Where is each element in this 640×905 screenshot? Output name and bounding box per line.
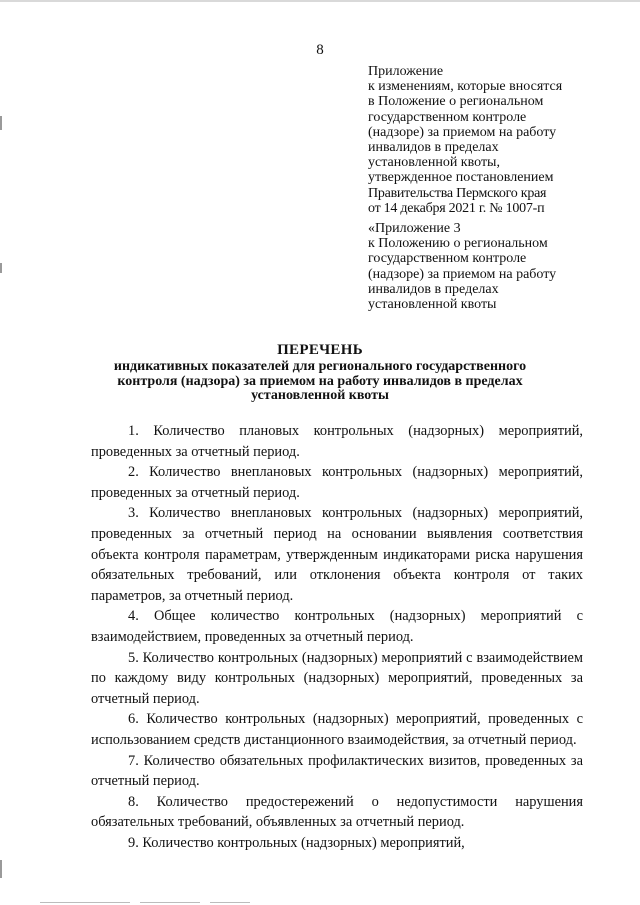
scan-edge-mark [0, 116, 2, 130]
appendix-three-line: к Положению о региональном [368, 236, 548, 252]
appendix-header-line: государственном контроле [368, 109, 527, 125]
appendix-header-line: установленной квоты, [368, 155, 500, 171]
document-title: ПЕРЕЧЕНЬ [277, 342, 363, 358]
page-number: 8 [316, 42, 324, 58]
appendix-header-line: в Положение о региональном [368, 94, 544, 110]
appendix-three-line: (надзоре) за приемом на работу [368, 266, 557, 282]
indicator-item: 1. Количество плановых контрольных (надзорных) мероприятий, проведенных за отчетный период. [91, 423, 583, 460]
scan-bottom-edge [210, 902, 250, 903]
indicator-item: 8. Количество предостережений о недопустимости нарушения обязательных требований, объявленных за отчетный период. [91, 793, 583, 831]
indicator-item: 5. Количество контрольных (надзорных) мероприятий с взаимодействием по каждому виду контрольных (надзорных) мероприятий, проведенных за отчетный период. [91, 649, 583, 707]
appendix-header-line: к изменениям, которые вносятся [368, 79, 563, 95]
scan-top-edge [0, 0, 640, 2]
appendix-header-line: инвалидов в пределах [368, 140, 499, 156]
appendix-three-line: «Приложение 3 [368, 221, 461, 236]
indicator-item: 3. Количество внеплановых контрольных (надзорных) мероприятий, проведенных за отчетный период на основании выявления соответствия объекта контроля параметрам, утвержденным индикаторами риска нарушения обязательных требований, или отклонения объекта контроля от таких параметров, за отчетный период. [91, 505, 583, 604]
appendix-header-line: Правительства Пермского края [368, 185, 547, 201]
scan-edge-mark [0, 263, 2, 273]
scan-bottom-edge [140, 902, 200, 903]
appendix-header [368, 64, 608, 216]
appendix-header-line: утвержденное постановлением [368, 170, 554, 186]
appendix-header-line: от 14 декабря 2021 г. № 1007-п [368, 200, 545, 216]
indicator-item: 2. Количество внеплановых контрольных (надзорных) мероприятий, проведенных за отчетный период. [91, 464, 583, 501]
indicator-item: 7. Количество обязательных профилактических визитов, проведенных за отчетный период. [91, 752, 583, 790]
appendix-three-header [368, 221, 608, 312]
scan-bottom-edge [40, 902, 130, 903]
appendix-three-line: государственном контроле [368, 251, 527, 267]
indicator-item: 4. Общее количество контрольных (надзорных) мероприятий с взаимодействием, проведенных за отчетный период. [91, 608, 583, 645]
indicator-list [91, 421, 583, 853]
scan-edge-mark [0, 860, 2, 878]
document-subtitle: индикативных показателей для регионального государственного контроля (надзора) за приемом на работу инвалидов в пределах установленной квоты [113, 359, 527, 403]
appendix-header-line: (надзоре) за приемом на работу [368, 124, 557, 140]
appendix-three-line: инвалидов в пределах [368, 281, 499, 297]
appendix-three-line: установленной квоты [368, 297, 497, 313]
indicator-item: 6. Количество контрольных (надзорных) мероприятий, проведенных с использованием средств дистанционного взаимодействия, за отчетный период. [91, 711, 583, 748]
indicator-item: 9. Количество контрольных (надзорных) мероприятий, [128, 834, 465, 851]
appendix-header-line: Приложение [368, 64, 444, 79]
